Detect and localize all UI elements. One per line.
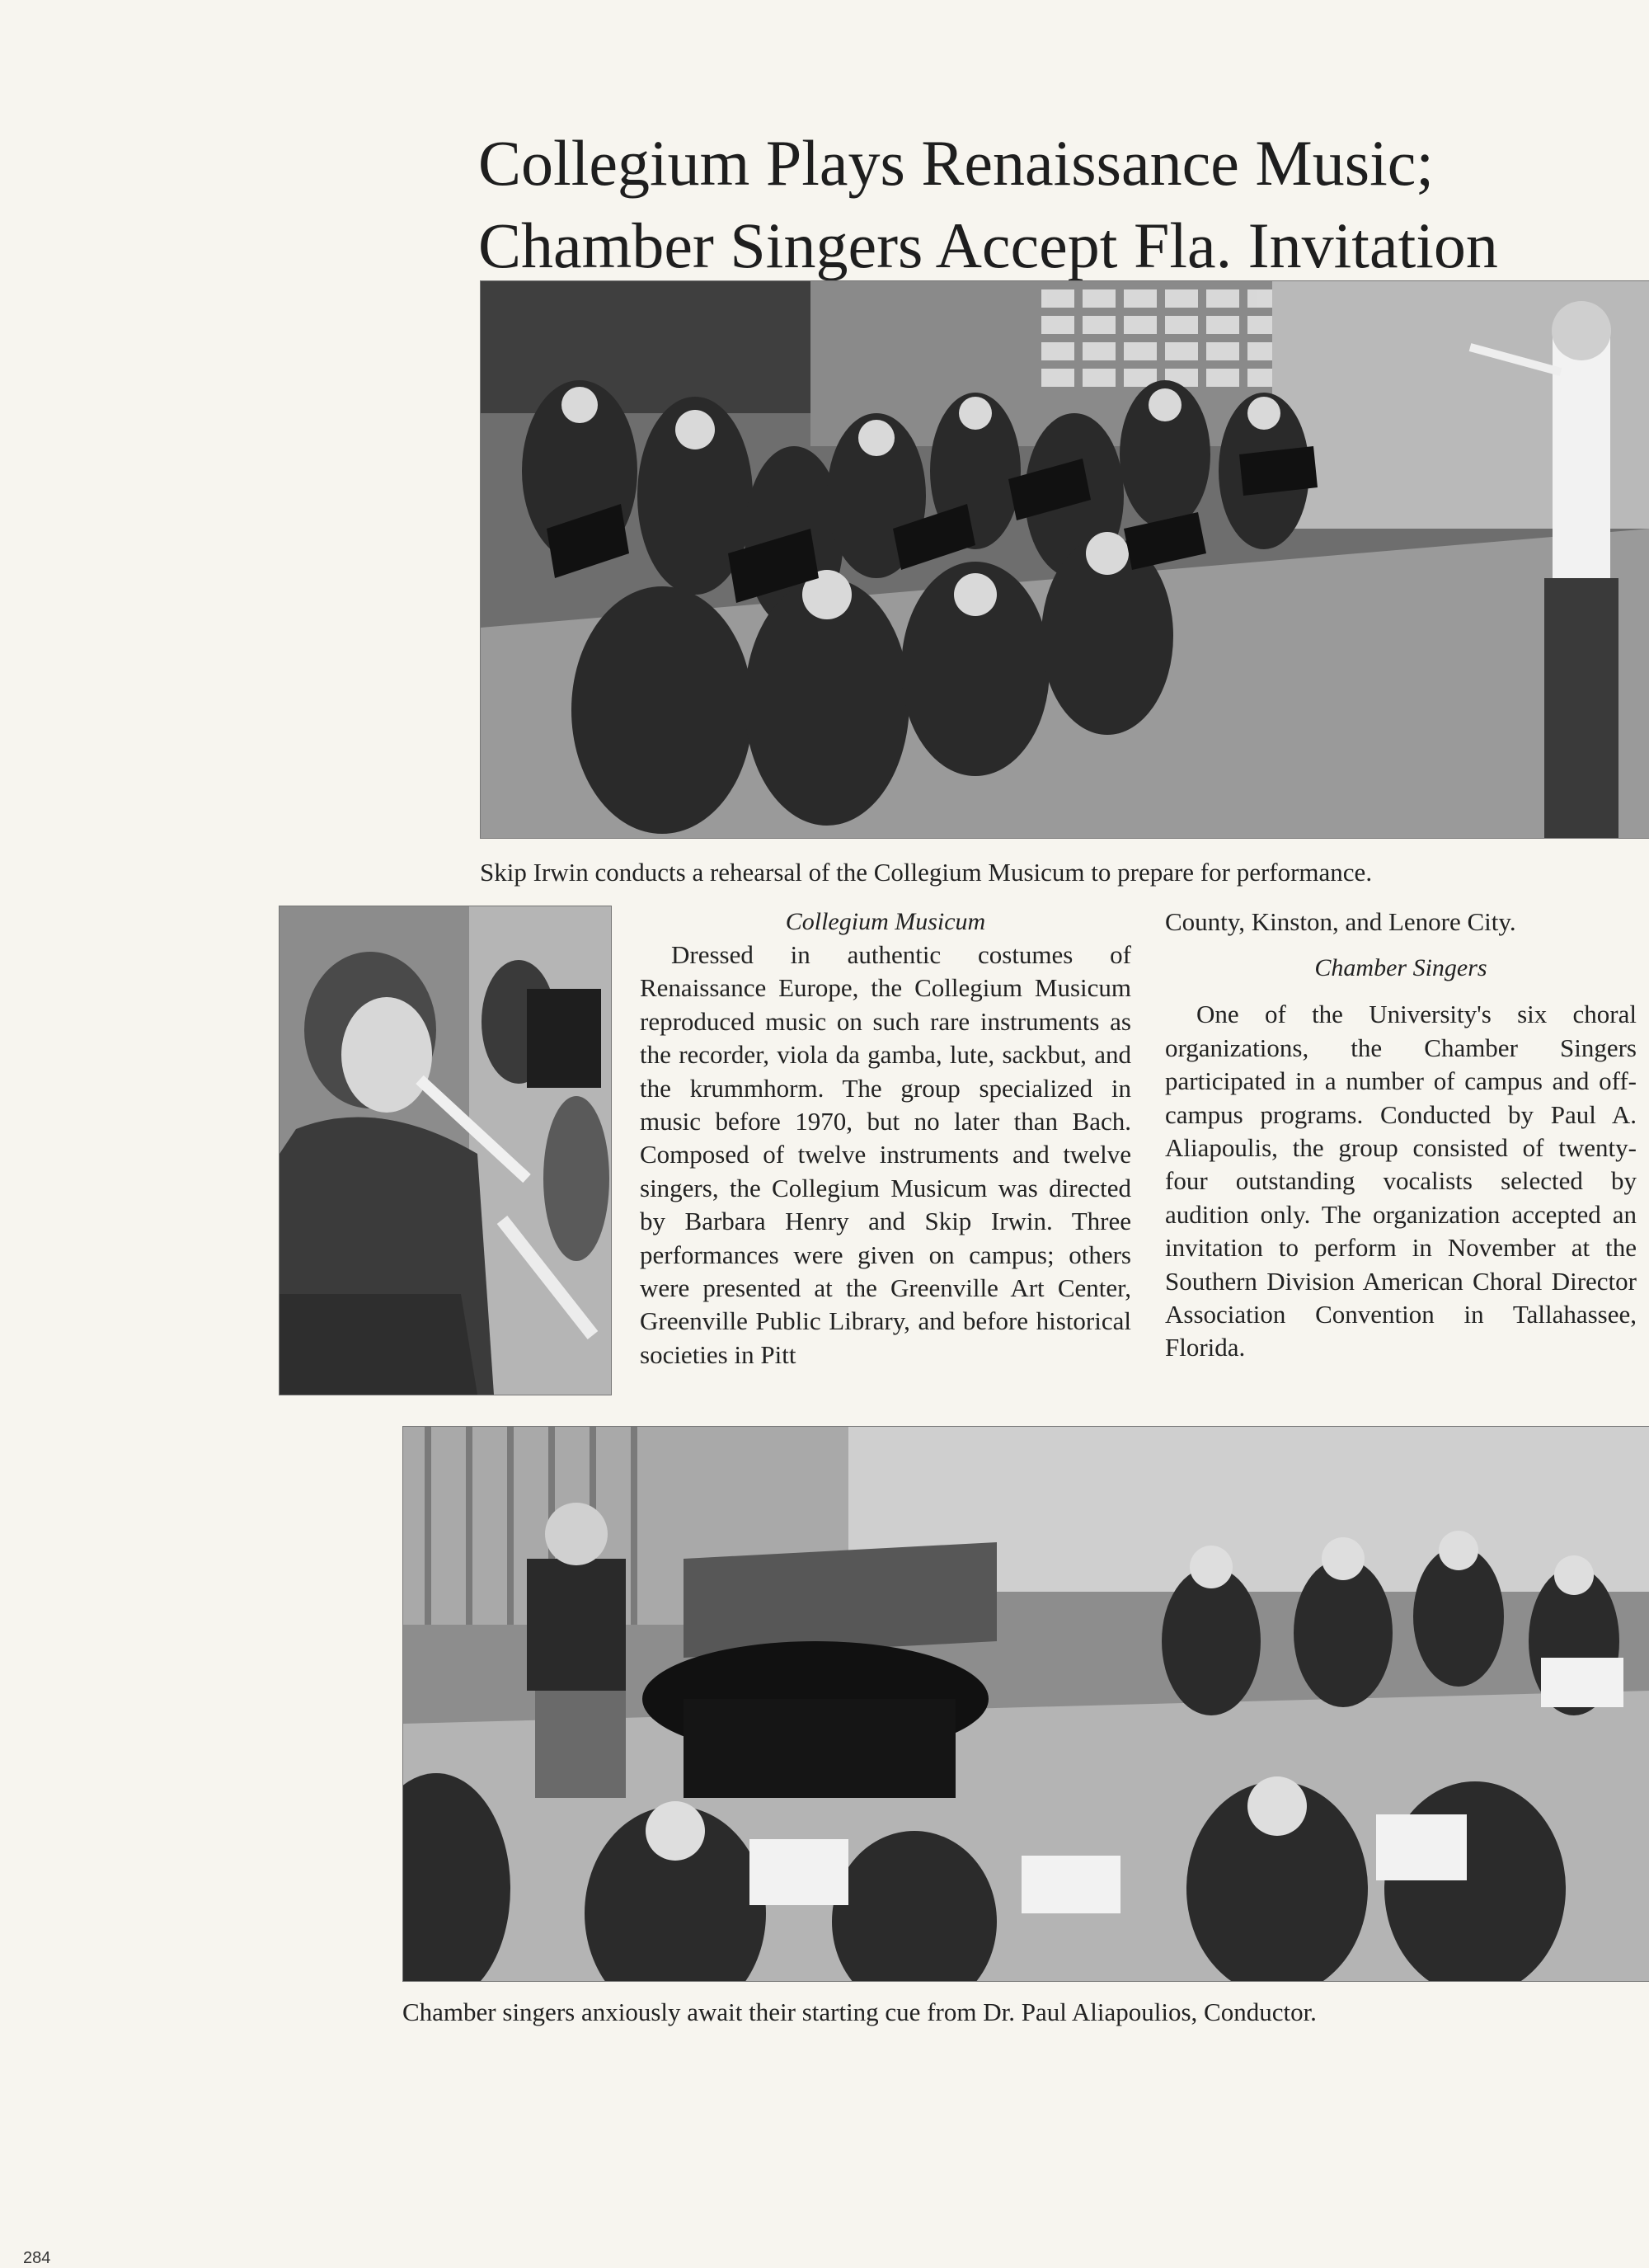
chamber-article-column (1165, 906, 1637, 1365)
page-number: 284 (23, 2249, 51, 2267)
recorder-player-illustration (280, 906, 611, 1395)
bottom-photo-caption: Chamber singers anxiously await their starting cue from Dr. Paul Aliapoulios, Conductor. (402, 1997, 1317, 2026)
collegium-musicum-subheading: Collegium Musicum (785, 908, 986, 935)
chamber-singers-illustration (403, 1427, 1649, 1981)
recorder-player-photo (279, 906, 612, 1395)
page-headline (478, 122, 1633, 287)
collegium-musicum-continued: County, Kinston, and Lenore City. (1165, 907, 1516, 936)
chamber-singers-subheading: Chamber Singers (1314, 954, 1487, 982)
collegium-musicum-body: Dressed in authentic costumes of Renaissance Europe, the Collegium Musicum reproduced music on such rare instruments as the recorder, viola da gamba, lute, sackbut, and the krummhorm. The group specialized in music before 1970, but no later than Bach. Composed of twelve instruments and twelve singers, the Collegium Musicum was directed by Barbara Henry and Skip Irwin. Three performances were given on campus; others were presented at the Greenville Art Center, Greenville Public Library, and before historical societies in Pitt (640, 940, 1131, 1369)
headline-line-2: Chamber Singers Accept Fla. Invitation (478, 209, 1498, 281)
orchestra-rehearsal-photo (480, 280, 1649, 839)
orchestra-rehearsal-illustration (481, 281, 1649, 838)
collegium-article-column (640, 906, 1131, 1372)
chamber-singers-body: One of the University's six choral organizations, the Chamber Singers participated in a number of campus and off-campus programs. Conducted by Paul A. Aliapoulis, the group consisted of twenty-four outstanding vocalists selected by audition only. The organization accepted an invitation to perform in November at the Southern Division American Choral Director Association Convention in Tallahassee, Florida. (1165, 1000, 1637, 1362)
top-photo-caption: Skip Irwin conducts a rehearsal of the Collegium Musicum to prepare for performance. (480, 858, 1373, 887)
headline-line-1: Collegium Plays Renaissance Music; (478, 127, 1435, 199)
chamber-singers-photo (402, 1426, 1649, 1982)
